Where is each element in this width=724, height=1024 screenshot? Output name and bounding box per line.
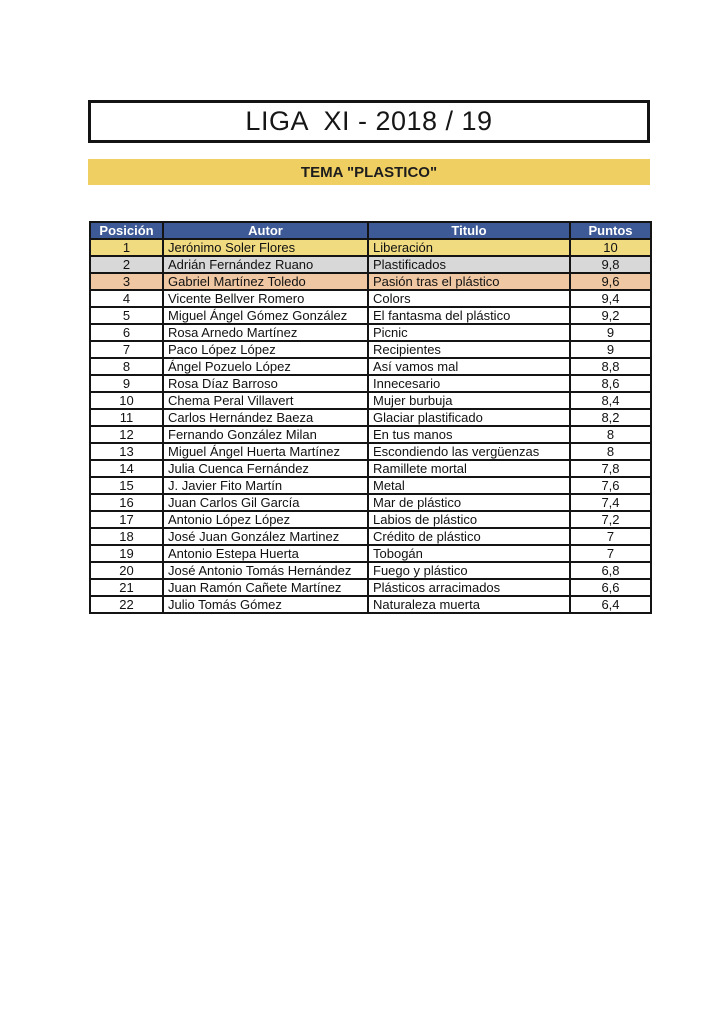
points-cell: 7: [570, 545, 651, 562]
position-cell: 7: [90, 341, 163, 358]
table-row: [90, 256, 651, 273]
author-cell: Julio Tomás Gómez: [163, 596, 368, 613]
title-cell: El fantasma del plástico: [368, 307, 570, 324]
position-cell: 21: [90, 579, 163, 596]
title-cell: En tus manos: [368, 426, 570, 443]
author-cell: Miguel Ángel Huerta Martínez: [163, 443, 368, 460]
column-header-puntos: Puntos: [570, 222, 651, 239]
table-row: [90, 341, 651, 358]
position-cell: 10: [90, 392, 163, 409]
position-cell: 13: [90, 443, 163, 460]
position-cell: 11: [90, 409, 163, 426]
points-cell: 8,2: [570, 409, 651, 426]
author-cell: Paco López López: [163, 341, 368, 358]
position-cell: 9: [90, 375, 163, 392]
points-cell: 9: [570, 341, 651, 358]
title-box: [88, 100, 650, 143]
author-cell: Fernando González Milan: [163, 426, 368, 443]
column-header-autor: Autor: [163, 222, 368, 239]
points-cell: 7,8: [570, 460, 651, 477]
title-cell: Naturaleza muerta: [368, 596, 570, 613]
title-cell: Metal: [368, 477, 570, 494]
author-cell: Vicente Bellver Romero: [163, 290, 368, 307]
position-cell: 22: [90, 596, 163, 613]
table-row: [90, 409, 651, 426]
author-cell: Miguel Ángel Gómez González: [163, 307, 368, 324]
points-cell: 6,8: [570, 562, 651, 579]
table-header-row: [90, 222, 651, 239]
table-row: [90, 511, 651, 528]
position-cell: 2: [90, 256, 163, 273]
table-row: [90, 562, 651, 579]
points-cell: 9,6: [570, 273, 651, 290]
table-row: [90, 443, 651, 460]
title-cell: Colors: [368, 290, 570, 307]
title-cell: Picnic: [368, 324, 570, 341]
table-row: [90, 290, 651, 307]
title-cell: Labios de plástico: [368, 511, 570, 528]
author-cell: Chema Peral Villavert: [163, 392, 368, 409]
table-row: [90, 273, 651, 290]
position-cell: 14: [90, 460, 163, 477]
author-cell: Antonio Estepa Huerta: [163, 545, 368, 562]
position-cell: 5: [90, 307, 163, 324]
table-row: [90, 460, 651, 477]
table-row: [90, 596, 651, 613]
points-cell: 7,4: [570, 494, 651, 511]
title-cell: Pasión tras el plástico: [368, 273, 570, 290]
table-row: [90, 477, 651, 494]
author-cell: José Juan González Martinez: [163, 528, 368, 545]
position-cell: 6: [90, 324, 163, 341]
title-cell: Liberación: [368, 239, 570, 256]
points-cell: 7,6: [570, 477, 651, 494]
table-row: [90, 426, 651, 443]
page-title: LIGA XI - 2018 / 19: [245, 106, 493, 136]
title-cell: Plásticos arracimados: [368, 579, 570, 596]
table-row: [90, 358, 651, 375]
title-cell: Mujer burbuja: [368, 392, 570, 409]
author-cell: Gabriel Martínez Toledo: [163, 273, 368, 290]
title-cell: Crédito de plástico: [368, 528, 570, 545]
theme-title: TEMA "PLASTICO": [300, 163, 438, 181]
author-cell: J. Javier Fito Martín: [163, 477, 368, 494]
position-cell: 15: [90, 477, 163, 494]
column-header-posicion: Posición: [90, 222, 163, 239]
points-cell: 6,6: [570, 579, 651, 596]
points-cell: 9,4: [570, 290, 651, 307]
author-cell: Rosa Arnedo Martínez: [163, 324, 368, 341]
position-cell: 3: [90, 273, 163, 290]
points-cell: 6,4: [570, 596, 651, 613]
author-cell: Julia Cuenca Fernández: [163, 460, 368, 477]
table-row: [90, 375, 651, 392]
author-cell: Juan Ramón Cañete Martínez: [163, 579, 368, 596]
table-row: [90, 494, 651, 511]
title-cell: Recipientes: [368, 341, 570, 358]
position-cell: 12: [90, 426, 163, 443]
title-cell: Mar de plástico: [368, 494, 570, 511]
author-cell: Antonio López López: [163, 511, 368, 528]
title-cell: Glaciar plastificado: [368, 409, 570, 426]
position-cell: 20: [90, 562, 163, 579]
title-cell: Escondiendo las vergüenzas: [368, 443, 570, 460]
points-cell: 7,2: [570, 511, 651, 528]
author-cell: Ángel Pozuelo López: [163, 358, 368, 375]
position-cell: 19: [90, 545, 163, 562]
position-cell: 1: [90, 239, 163, 256]
points-cell: 8,6: [570, 375, 651, 392]
author-cell: Juan Carlos Gil García: [163, 494, 368, 511]
table-row: [90, 392, 651, 409]
ranking-table: [89, 221, 652, 614]
table-row: [90, 579, 651, 596]
author-cell: José Antonio Tomás Hernández: [163, 562, 368, 579]
points-cell: 8,8: [570, 358, 651, 375]
position-cell: 8: [90, 358, 163, 375]
points-cell: 9: [570, 324, 651, 341]
table-row: [90, 545, 651, 562]
position-cell: 17: [90, 511, 163, 528]
points-cell: 8,4: [570, 392, 651, 409]
points-cell: 10: [570, 239, 651, 256]
title-cell: Fuego y plástico: [368, 562, 570, 579]
title-cell: Tobogán: [368, 545, 570, 562]
position-cell: 18: [90, 528, 163, 545]
table-row: [90, 239, 651, 256]
points-cell: 9,2: [570, 307, 651, 324]
position-cell: 16: [90, 494, 163, 511]
title-cell: Así vamos mal: [368, 358, 570, 375]
title-cell: Plastificados: [368, 256, 570, 273]
points-cell: 9,8: [570, 256, 651, 273]
author-cell: Carlos Hernández Baeza: [163, 409, 368, 426]
table-row: [90, 307, 651, 324]
author-cell: Adrián Fernández Ruano: [163, 256, 368, 273]
theme-banner: [88, 159, 650, 185]
title-cell: Ramillete mortal: [368, 460, 570, 477]
points-cell: 8: [570, 443, 651, 460]
title-cell: Innecesario: [368, 375, 570, 392]
table-body: [90, 239, 651, 613]
points-cell: 8: [570, 426, 651, 443]
author-cell: Rosa Díaz Barroso: [163, 375, 368, 392]
position-cell: 4: [90, 290, 163, 307]
column-header-titulo: Titulo: [368, 222, 570, 239]
author-cell: Jerónimo Soler Flores: [163, 239, 368, 256]
points-cell: 7: [570, 528, 651, 545]
table-row: [90, 528, 651, 545]
table-row: [90, 324, 651, 341]
